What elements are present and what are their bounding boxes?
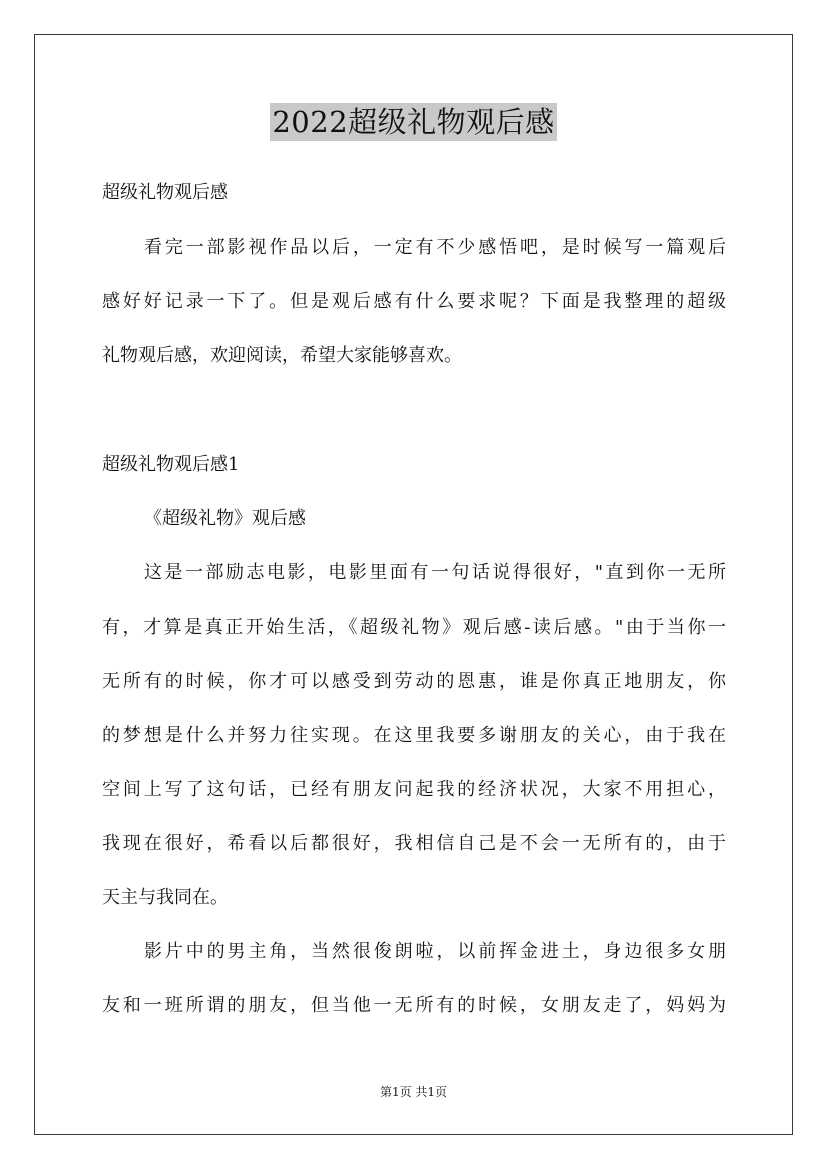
- paragraph-line: 友和一班所谓的朋友，但当他一无所有的时候，女朋友走了，妈妈为: [102, 995, 726, 1016]
- paragraph-line: 的梦想是什么并努力往实现。在这里我要多谢朋友的关心，由于我在: [102, 725, 726, 746]
- paragraph-line: 有，才算是真正开始生活，《超级礼物》观后感-读后感。"由于当你一: [102, 617, 726, 638]
- paragraph-line: 空间上写了这句话，已经有朋友问起我的经济状况，大家不用担心，: [102, 779, 726, 800]
- paragraph-line: 影片中的男主角，当然很俊朗啦，以前挥金进土，身边很多女朋: [144, 941, 726, 962]
- intro-line: 感好好记录一下了。但是观后感有什么要求呢？下面是我整理的超级: [102, 291, 726, 312]
- paragraph-line: 这是一部励志电影，电影里面有一句话说得很好，"直到你一无所: [144, 562, 726, 583]
- paragraph-line: 我现在很好，希看以后都很好，我相信自己是不会一无所有的，由于: [102, 833, 726, 854]
- paragraph-line: 天主与我同在。: [102, 887, 228, 908]
- section-subheading: 《超级礼物》观后感: [144, 508, 306, 529]
- paragraph-line: 无所有的时候，你才可以感受到劳动的恩惠，谁是你真正地朋友，你: [102, 671, 726, 692]
- page-footer: 第1页 共1页: [379, 1085, 448, 1099]
- subtitle: 超级礼物观后感: [102, 182, 228, 203]
- document-title: 2022超级礼物观后感: [272, 105, 555, 139]
- intro-line: 看完一部影视作品以后，一定有不少感悟吧，是时候写一篇观后: [144, 237, 726, 258]
- title-container: [0, 103, 827, 141]
- intro-line: 礼物观后感，欢迎阅读，希望大家能够喜欢。: [102, 345, 462, 366]
- section-heading: 超级礼物观后感1: [102, 454, 240, 475]
